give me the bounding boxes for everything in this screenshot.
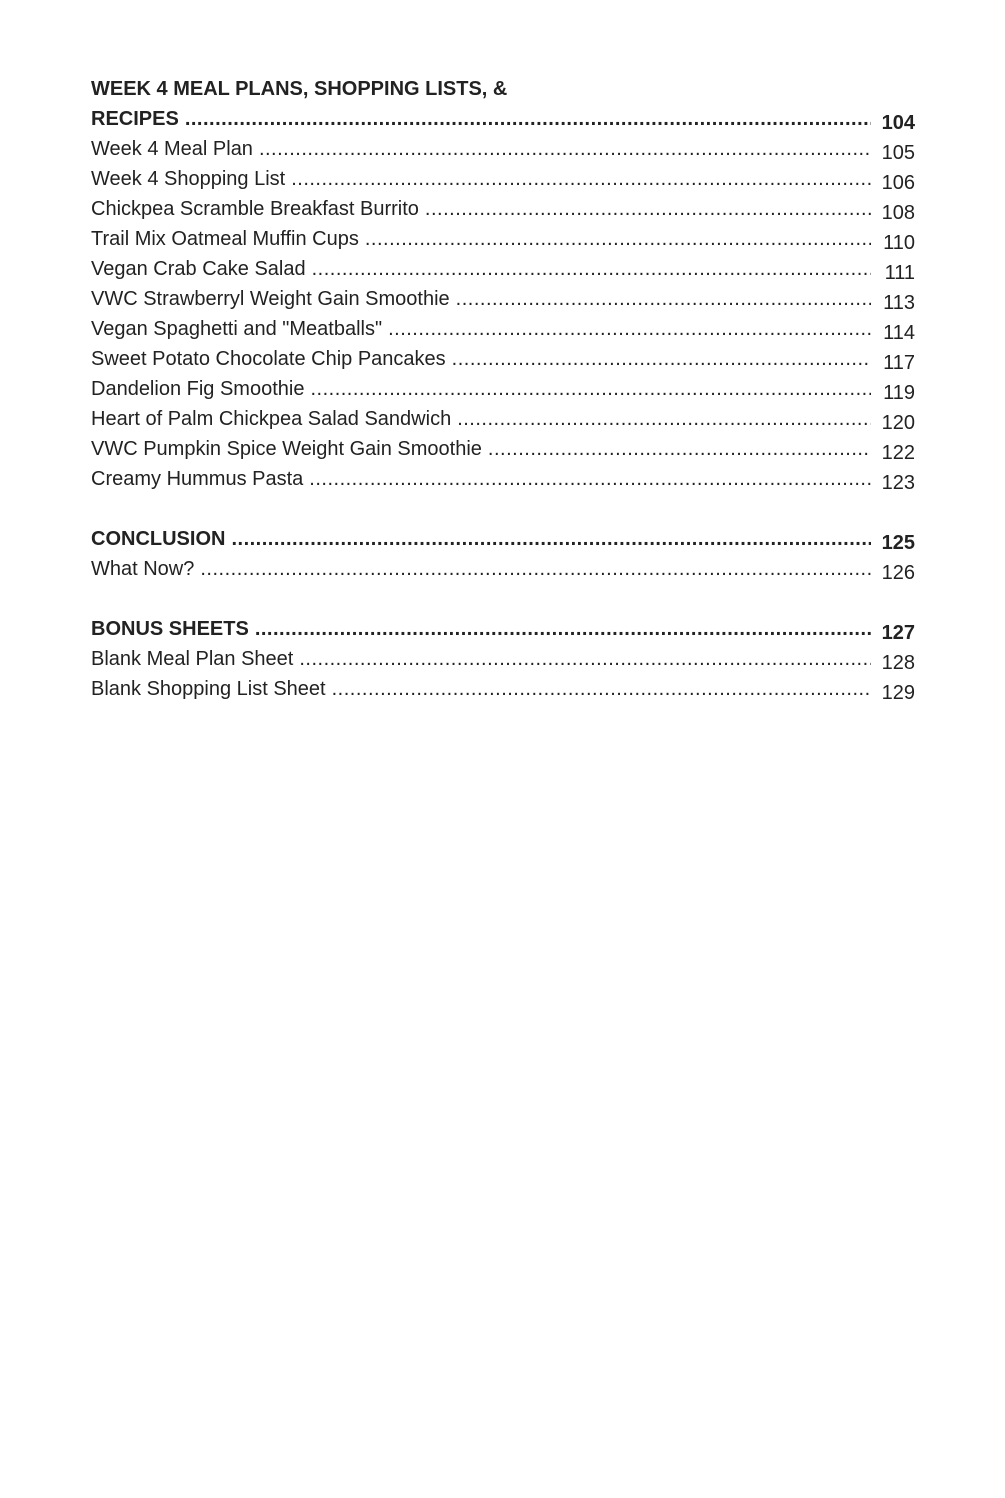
- toc-heading-row-bonus[interactable]: [91, 614, 915, 644]
- dot-leader: [291, 164, 871, 194]
- toc-entry-label: VWC Strawberryl Weight Gain Smoothie: [91, 288, 450, 310]
- dot-leader: [457, 404, 871, 434]
- toc-entry[interactable]: [91, 434, 915, 464]
- dot-leader: [309, 464, 871, 494]
- table-of-contents: [91, 74, 915, 704]
- dot-leader: [231, 524, 871, 554]
- toc-page-number: 127: [881, 622, 915, 644]
- dot-leader: [488, 434, 871, 464]
- toc-page-number: 126: [881, 562, 915, 584]
- toc-page-number: 119: [883, 382, 915, 404]
- toc-page-number: 123: [881, 472, 915, 494]
- toc-heading-label: BONUS SHEETS: [91, 618, 249, 640]
- toc-entry-label: What Now?: [91, 558, 195, 580]
- toc-entry-label: Dandelion Fig Smoothie: [91, 378, 305, 400]
- toc-entry-label: Blank Meal Plan Sheet: [91, 648, 294, 670]
- toc-entry-label: VWC Pumpkin Spice Weight Gain Smoothie: [91, 438, 482, 460]
- toc-section-conclusion: [91, 524, 915, 584]
- toc-entry[interactable]: [91, 284, 915, 314]
- dot-leader: [259, 134, 871, 164]
- toc-page-number: 117: [883, 352, 915, 374]
- toc-entry-label: Heart of Palm Chickpea Salad Sandwich: [91, 408, 452, 430]
- toc-entry[interactable]: [91, 374, 915, 404]
- toc-page-number: 122: [881, 442, 915, 464]
- toc-page-number: 114: [883, 322, 915, 344]
- toc-page-number: 125: [881, 532, 915, 554]
- toc-page-number: 120: [881, 412, 915, 434]
- toc-entry[interactable]: [91, 254, 915, 284]
- toc-section-week4: [91, 74, 915, 494]
- toc-entry[interactable]: [91, 224, 915, 254]
- toc-page-number: 108: [881, 202, 915, 224]
- dot-leader: [299, 644, 871, 674]
- toc-page-number: 111: [884, 262, 915, 284]
- toc-page-number: 104: [881, 112, 915, 134]
- toc-page-number: 128: [881, 652, 915, 674]
- dot-leader: [310, 374, 871, 404]
- toc-entry[interactable]: [91, 554, 915, 584]
- toc-page-number: 113: [883, 292, 915, 314]
- toc-page-number: 110: [883, 232, 915, 254]
- dot-leader: [425, 194, 871, 224]
- dot-leader: [185, 104, 871, 134]
- dot-leader: [255, 614, 871, 644]
- toc-section-bonus: [91, 614, 915, 704]
- toc-entry[interactable]: [91, 344, 915, 374]
- dot-leader: [332, 674, 871, 704]
- dot-leader: [452, 344, 871, 374]
- toc-entry-label: Vegan Crab Cake Salad: [91, 258, 306, 280]
- toc-heading-row-week4[interactable]: [91, 104, 915, 134]
- toc-page-number: 129: [881, 682, 915, 704]
- toc-entry[interactable]: [91, 164, 915, 194]
- toc-entry[interactable]: [91, 644, 915, 674]
- toc-entry[interactable]: [91, 464, 915, 494]
- toc-entry[interactable]: [91, 314, 915, 344]
- toc-entry-label: Blank Shopping List Sheet: [91, 678, 326, 700]
- section-heading-week4: WEEK 4 MEAL PLANS, SHOPPING LISTS, &: [91, 78, 508, 100]
- toc-entry-label: Creamy Hummus Pasta: [91, 468, 304, 490]
- toc-entry-label: Week 4 Shopping List: [91, 168, 286, 190]
- dot-leader: [200, 554, 871, 584]
- toc-entry[interactable]: [91, 674, 915, 704]
- toc-heading-label: CONCLUSION: [91, 528, 226, 550]
- toc-entry[interactable]: [91, 194, 915, 224]
- dot-leader: [388, 314, 871, 344]
- toc-entry-label: Trail Mix Oatmeal Muffin Cups: [91, 228, 359, 250]
- toc-entry[interactable]: [91, 134, 915, 164]
- dot-leader: [365, 224, 871, 254]
- toc-heading-label: RECIPES: [91, 108, 179, 130]
- toc-entry-label: Week 4 Meal Plan: [91, 138, 253, 160]
- toc-entry-label: Vegan Spaghetti and "Meatballs": [91, 318, 383, 340]
- toc-page-number: 105: [881, 142, 915, 164]
- toc-entry-label: Chickpea Scramble Breakfast Burrito: [91, 198, 419, 220]
- dot-leader: [456, 284, 871, 314]
- toc-page-number: 106: [881, 172, 915, 194]
- toc-entry[interactable]: [91, 404, 915, 434]
- toc-entry-label: Sweet Potato Chocolate Chip Pancakes: [91, 348, 446, 370]
- dot-leader: [312, 254, 871, 284]
- toc-heading-row-conclusion[interactable]: [91, 524, 915, 554]
